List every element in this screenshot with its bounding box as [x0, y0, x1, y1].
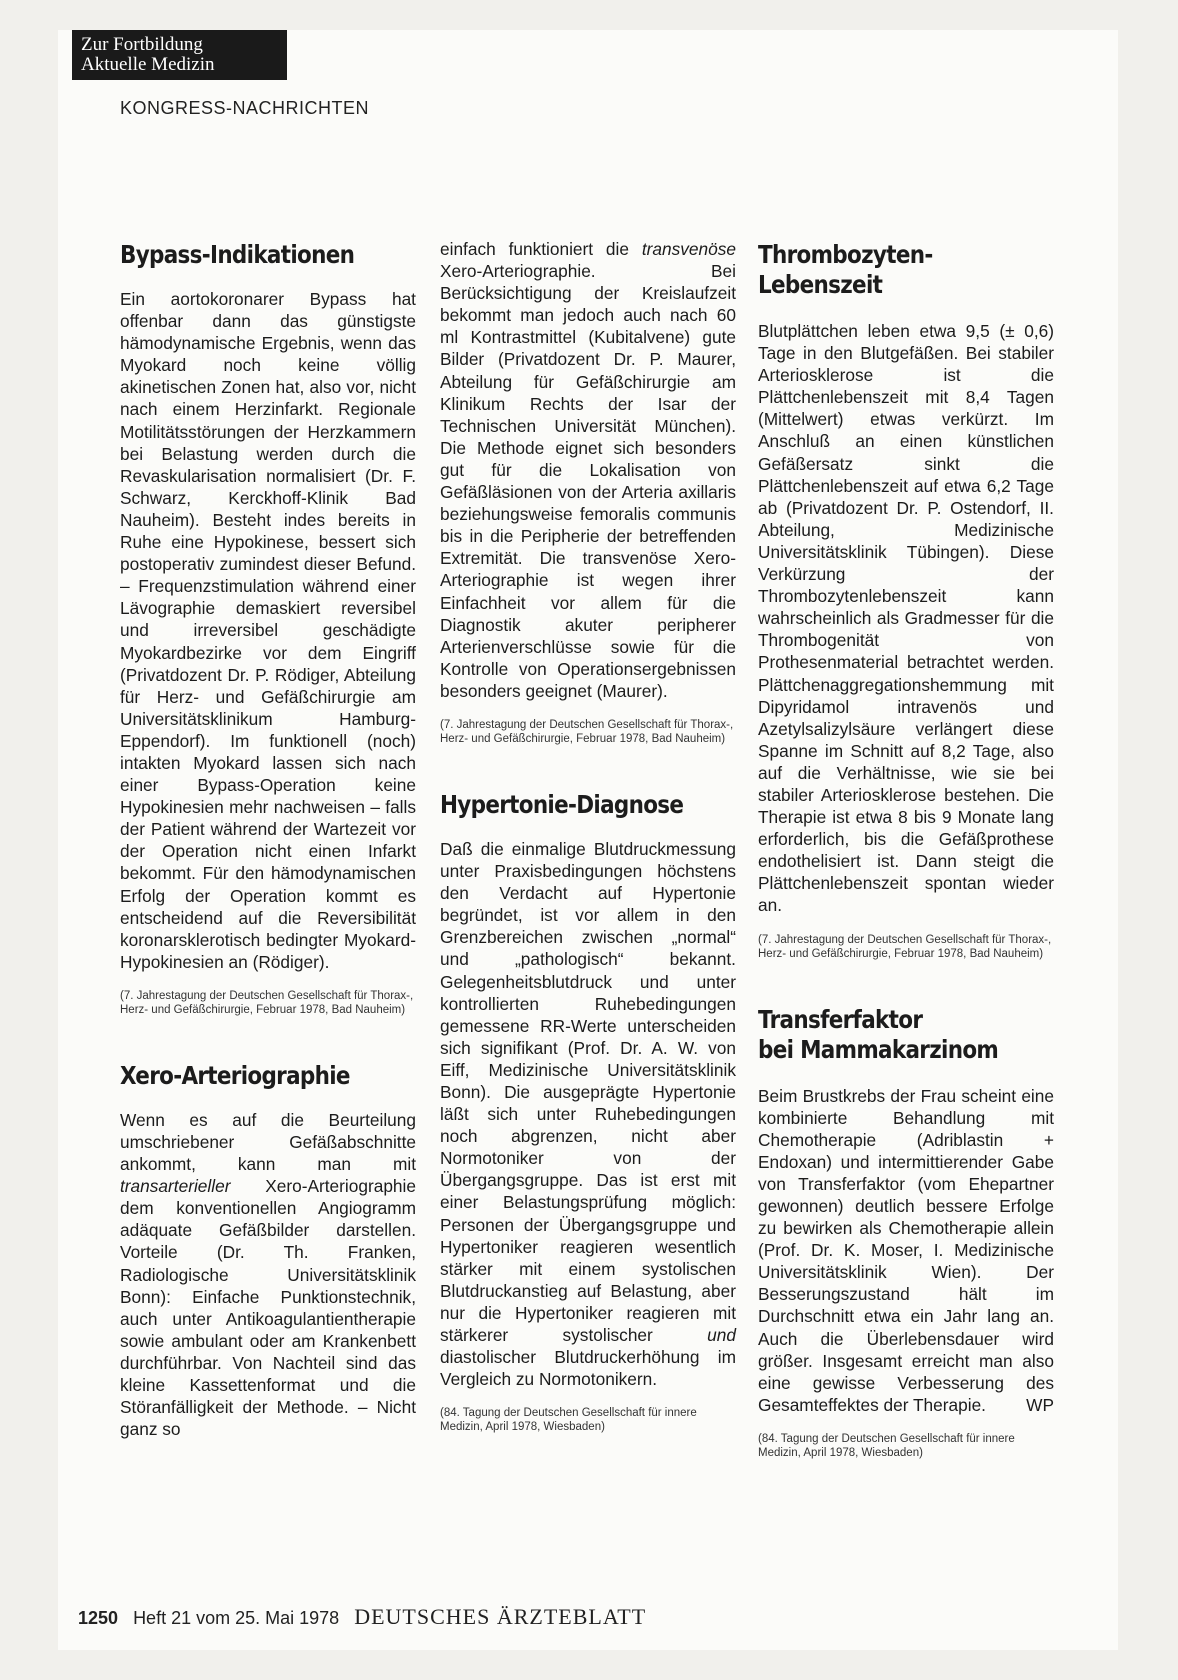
journal-name: DEUTSCHES ÄRZTEBLATT — [354, 1604, 647, 1629]
author-initials: WP — [1026, 1394, 1054, 1415]
column-3 — [758, 240, 1054, 1460]
article-reference-xero: (7. Jahrestagung der Deutschen Gesellschaft für Thorax-, Herz- und Gefäßchirurgie, Februar 1978, Bad Nauheim) — [440, 718, 734, 745]
article-reference-hypertonie: (84. Tagung der Deutschen Gesellschaft für innere Medizin, April 1978, Wiesbaden) — [440, 1407, 697, 1434]
category-line-1: Zur Fortbildung — [81, 34, 203, 55]
page-number: 1250 — [78, 1608, 119, 1628]
category-line-2: Aktuelle Medizin — [81, 54, 215, 75]
article-body-hypertonie: Daß die einmalige Blutdruckmessung unter Praxisbedingungen höchstens den Verdacht auf Hypertonie begründet, ist vor allem in den Grenzbereichen zwischen „normal“ und „pathologisch“ bekannt. Gelegenheitsblutdruck und unter kontrollierten Ruhebedingungen gemessene RR-Werte unterscheiden sich signifikant (Prof. Dr. A. W. von Eiff, Medizinische Universitätsklinik Bonn). Die ausgeprägte Hypertonie läßt sich unter Ruhebedingungen noch abgrenzen, nicht aber Normotoniker von der Übergangsgruppe. Das ist erst mit einer Belastungsprüfung möglich: Personen der Übergangsgruppe und Hypertoniker reagieren wesentlich stärker mit einem systolischen Blutdruckanstieg auf Belastung, aber nur die Hypertoniker reagieren mit stärkerer systolischer und diastolischer Blutdruckerhöhung im Vergleich zu Normotonikern. — [440, 838, 736, 1390]
article-reference-thrombo: (7. Jahrestagung der Deutschen Gesellschaft für Thorax-, Herz- und Gefäßchirurgie, Februar 1978, Bad Nauheim) — [758, 933, 1052, 960]
article-title-thrombo: Thrombozyten- Lebenszeit — [758, 240, 933, 299]
article-body-xero: Wenn es auf die Beurteilung umschriebener Gefäßabschnitte ankommt, kann man mit transarterieller Xero-Arteriographie dem konventionellen Angiogramm adäquate Gefäßbilder darstellen. Vorteile (Dr. Th. Franken, Radiologische Universitätsklinik Bonn): Einfache Punktionstechnik, auch unter Antikoagulantientherapie sowie ambulant oder am Krankenbett durchführbar. Von Nachteil sind das kleine Kassettenformat und die Störanfälligkeit der Methode. – Nicht ganz so — [120, 1109, 416, 1440]
article-reference-bypass: (7. Jahrestagung der Deutschen Gesellschaft für Thorax-, Herz- und Gefäßchirurgie, Februar 1978, Bad Nauheim) — [120, 989, 414, 1016]
article-title-xero: Xero-Arteriographie — [120, 1060, 350, 1090]
article-title-bypass: Bypass-Indikationen — [120, 240, 355, 269]
article-reference-transfer: (84. Tagung der Deutschen Gesellschaft für innere Medizin, April 1978, Wiesbaden) — [758, 1432, 1015, 1459]
page-footer — [78, 1604, 646, 1630]
section-label: KONGRESS-NACHRICHTEN — [120, 98, 370, 118]
column-1 — [120, 240, 416, 1440]
category-label-box — [72, 30, 287, 80]
article-title-hypertonie: Hypertonie-Diagnose — [440, 789, 684, 819]
article-title-transfer: Transferfaktor bei Mammakarzinom — [758, 1004, 999, 1064]
issue-info: Heft 21 vom 25. Mai 1978 — [133, 1608, 340, 1628]
article-body-bypass: Ein aortokoronarer Bypass hat offenbar dann das günstigste hämodynamische Ergebnis, wenn das Myokard noch keine völlig akinetischen Zonen hat, also vor, nicht nach einem Herzinfarkt. Regionale Motilitätsstörungen der Herzkammern bei Belastung werden durch die Revaskularisation normalisiert (Dr. F. Schwarz, Kerckhoff-Klinik Bad Nauheim). Besteht indes bereits in Ruhe eine Hypokinese, bessert sich postoperativ zumindest dieser Befund. – Frequenzstimulation während einer Lävographie demaskiert reversibel und irreversibel geschädigte Myokardbezirke vor dem Eingriff (Privatdozent Dr. P. Rödiger, Abteilung für Herz- und Gefäßchirurgie am Universitätsklinikum Hamburg-Eppendorf). Im funktionell (noch) intakten Myokard lassen sich nach einer Bypass-Operation keine Hypokinesien mehr nachweisen – falls der Patient während der Wartezeit vor der Operation nicht einen Infarkt bekommt. Für den hämodynamischen Erfolg der Operation kommt es entscheidend auf die Reversibilität koronarsklerotisch bedingter Myokard-Hypokinesien an (Rödiger). — [120, 289, 416, 972]
article-body-xero-continued: einfach funktioniert die transvenöse Xero-Arteriographie. Bei Berücksichtigung der Kreislaufzeit bekommt man jedoch auch nach 60 ml Kontrastmittel (Kubitalvene) gute Bilder (Privatdozent Dr. P. Maurer, Abteilung für Gefäßchirurgie am Klinikum Rechts der Isar der Technischen Universität München). Die Methode eignet sich besonders gut für die Lokalisation von Gefäßläsionen von der Arteria axillaris beziehungsweise femoralis communis bis in die Peripherie der betreffenden Extremität. Die transvenöse Xero-Arteriographie ist wegen ihrer Einfachheit vor allem für die Diagnostik akuter peripherer Arterienverschlüsse sowie für die Kontrolle von Operationsergebnissen besonders geeignet (Maurer). — [440, 239, 736, 701]
article-body-thrombo: Blutplättchen leben etwa 9,5 (± 0,6) Tage in den Blutgefäßen. Bei stabiler Arteriosklerose ist die Plättchenlebenszeit mit 8,4 Tagen (Mittelwert) etwas verkürzt. Im Anschluß an einen künstlichen Gefäßersatz sinkt die Plättchenlebenszeit auf etwa 6,2 Tage ab (Privatdozent Dr. P. Ostendorf, II. Abteilung, Medizinische Universitätsklinik Tübingen). Diese Verkürzung der Thrombozytenlebenszeit kann wahrscheinlich als Gradmesser für die Thrombogenität von Prothesenmaterial betrachtet werden. Plättchenaggregationshemmung mit Dipyridamol intravenös und Azetylsalizylsäure verlängert diese Spanne im Schnitt auf 8,2 Tage, also auf die Verhältnisse, wie sie bei stabiler Arteriosklerose bestehen. Die Therapie ist etwa 8 bis 9 Monate lang erforderlich, bis die Gefäßprothese endothelisiert ist. Dann steigt die Plättchenlebenszeit spontan wieder an. — [758, 321, 1054, 916]
article-body-transfer: Beim Brustkrebs der Frau scheint eine kombinierte Behandlung mit Chemotherapie (Adriblastin + Endoxan) und intermittierender Gabe von Transferfaktor (vom Ehepartner gewonnen) deutlich bessere Erfolge zu bewirken als Chemotherapie allein (Prof. Dr. K. Moser, I. Medizinische Universitätsklinik Wien). Der Besserungszustand hält im Durchschnitt etwa ein Jahr lang an. Auch die Überlebensdauer wird größer. Insgesamt erreicht man also eine gewisse Verbesserung des Gesamteffektes der Therapie. WP — [758, 1085, 1054, 1415]
column-2 — [440, 238, 736, 1434]
